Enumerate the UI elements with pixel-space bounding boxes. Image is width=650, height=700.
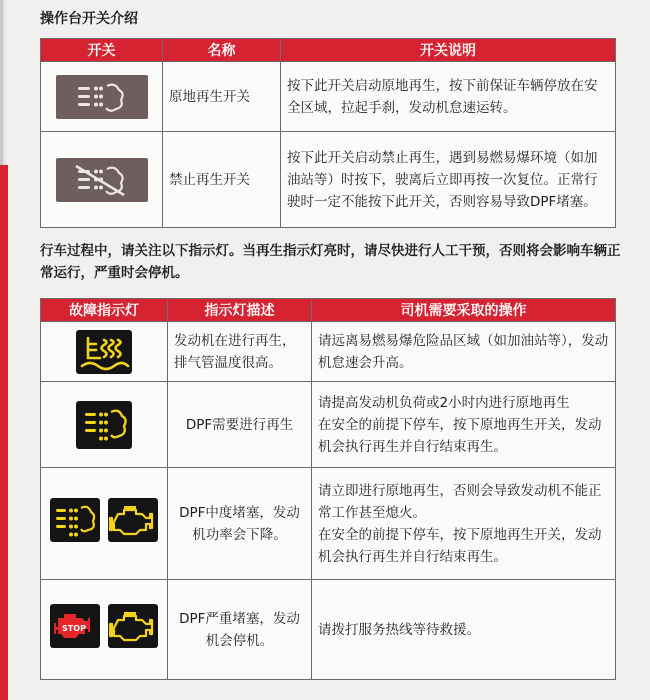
col-header-name: 名称 — [163, 39, 281, 62]
switch-desc: 按下此开关启动原地再生，按下前保证车辆停放在安全区域，拉起手刹，发动机怠速运转。 — [281, 62, 616, 132]
action-line: 在安全的前提下停车，按下原地再生开关，发动机会执行再生并自行结束再生。 — [318, 526, 602, 565]
table-row — [41, 580, 616, 680]
engine-check-lamp-icon — [108, 604, 158, 648]
lamp-icon-cell — [41, 580, 168, 680]
col-header-desc: 开关说明 — [281, 39, 616, 62]
switch-icon-cell — [41, 132, 163, 228]
dpf-lamp-icon — [50, 498, 100, 542]
action-line: 请立即进行原地再生，否则会导致发动机不能正常工作甚至熄火。 — [318, 482, 602, 521]
engine-check-lamp-icon — [108, 498, 158, 542]
table-row — [41, 468, 616, 580]
switch-name: 禁止再生开关 — [163, 132, 281, 228]
switch-icon-cell — [41, 62, 163, 132]
lamp-desc: 发动机在进行再生，排气管温度很高。 — [168, 322, 312, 382]
exhaust-temp-lamp-icon — [76, 330, 132, 374]
lamp-table — [40, 298, 616, 680]
lamp-icon-cell — [41, 468, 168, 580]
switch-table-header — [41, 39, 616, 62]
lamp-table-header — [41, 299, 616, 322]
stop-lamp-icon — [50, 604, 100, 648]
action-line: 请提高发动机负荷或2小时内进行原地再生 — [318, 394, 570, 411]
lamp-action — [312, 322, 616, 382]
page-heading: 操作台开关介绍 — [40, 11, 138, 27]
action-line: 在安全的前提下停车，按下原地再生开关，发动机会执行再生并自行结束再生。 — [318, 416, 602, 455]
lamp-icon-cell — [41, 382, 168, 468]
table-row — [41, 382, 616, 468]
col-header-action: 司机需要采取的操作 — [312, 299, 616, 322]
col-header-lamp: 故障指示灯 — [41, 299, 168, 322]
dpf-regen-lamp-icon — [76, 401, 132, 449]
warning-note: 行车过程中，请关注以下指示灯。当再生指示灯亮时，请尽快进行人工干预，否则将会影响车辆正常运行，严重时会停机。 — [40, 243, 621, 281]
regen-switch-icon — [56, 75, 148, 119]
lamp-icon-cell — [41, 322, 168, 382]
table-row — [41, 132, 616, 228]
col-header-lamp-desc: 指示灯描述 — [168, 299, 312, 322]
stop-lamp-text: STOP — [62, 624, 86, 633]
col-header-switch: 开关 — [41, 39, 163, 62]
lamp-desc: DPF严重堵塞，发动机会停机。 — [168, 580, 312, 680]
switch-table — [40, 38, 616, 228]
switch-name: 原地再生开关 — [163, 62, 281, 132]
lamp-desc: DPF需要进行再生 — [168, 382, 312, 468]
lamp-desc: DPF中度堵塞，发动机功率会下降。 — [168, 468, 312, 580]
switch-desc: 按下此开关启动禁止再生，遇到易燃易爆环境（如加油站等）时按下，驶离后立即再按一次复位。正常行驶时一定不能按下此开关，否则容易导致DPF堵塞。 — [281, 132, 616, 228]
table-row — [41, 322, 616, 382]
lamp-action — [312, 580, 616, 680]
action-line: 请拨打服务热线等待救援。 — [318, 621, 480, 638]
lamp-action — [312, 382, 616, 468]
page-red-tab — [0, 165, 8, 700]
lamp-action — [312, 468, 616, 580]
table-row — [41, 62, 616, 132]
action-line: 请远离易燃易爆危险品区域（如加油站等），发动机怠速会升高。 — [318, 332, 609, 371]
inhibit-regen-switch-icon — [56, 158, 148, 202]
